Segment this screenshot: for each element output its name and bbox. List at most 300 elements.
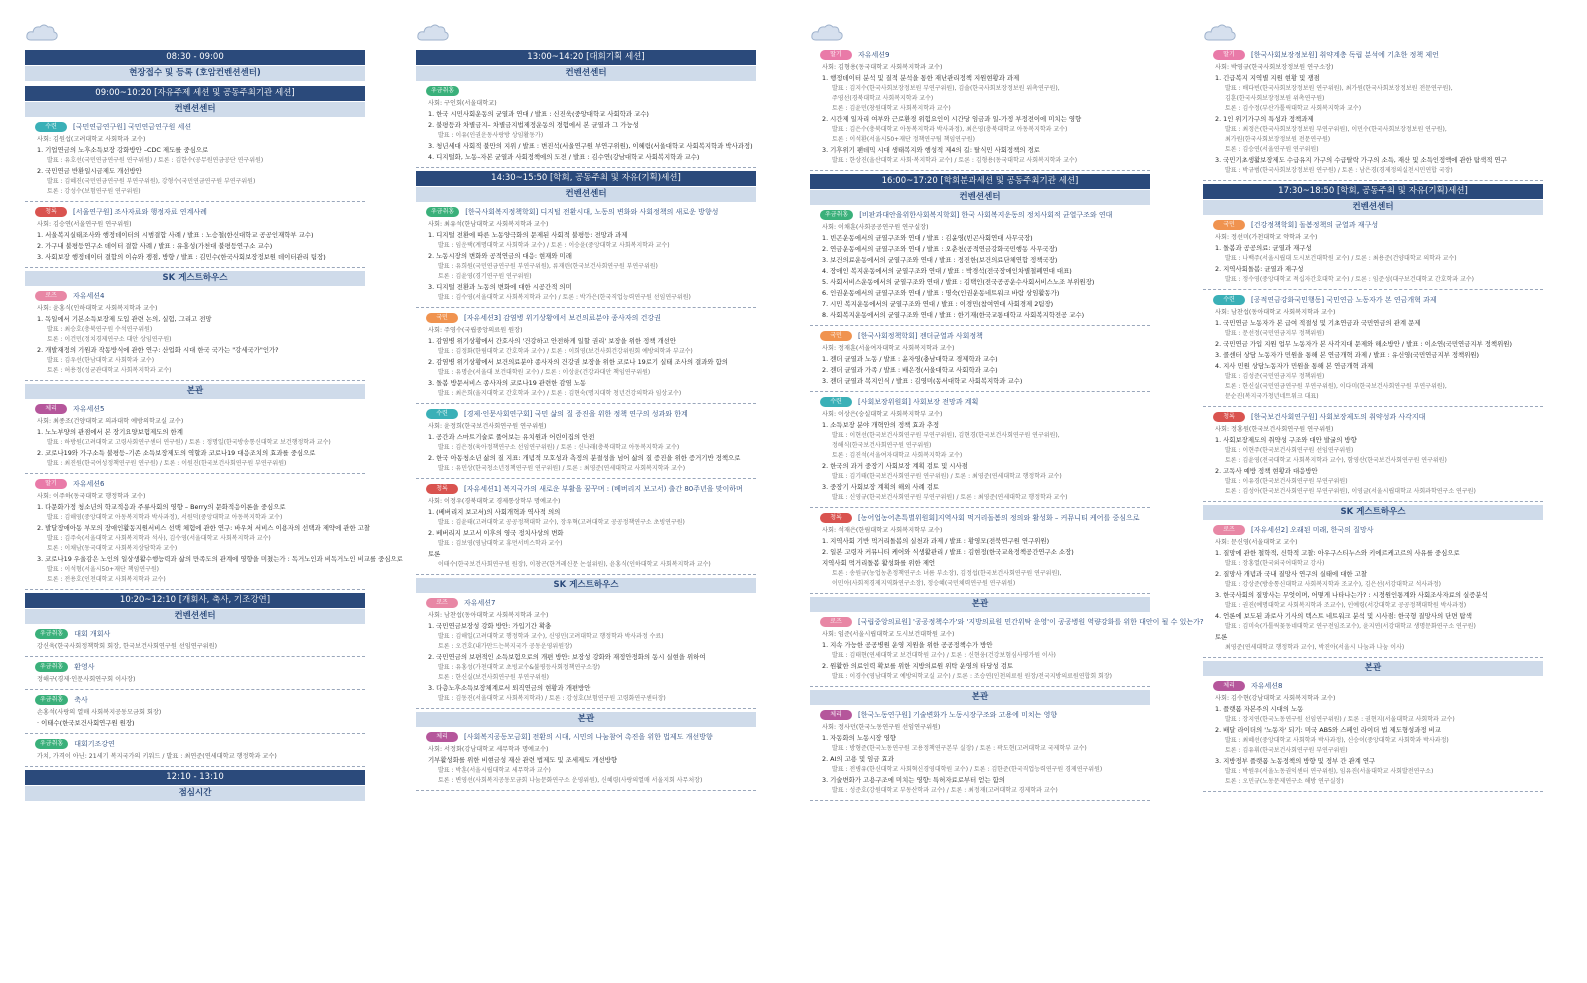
- presentation-detail: 발표 : 박규범(한국사회보장정보원 연구원) / 토론 : 남은경(경제정의실천시민연합 국장): [1225, 167, 1453, 174]
- presentation-title: 1. 지역사회 기반 먹거리돌봄의 실천과 과제 / 발표 : 황영모(전북연구원 연구위원): [822, 537, 1050, 545]
- presentation-title: 토론: [1215, 633, 1228, 641]
- presentation-detail: 김훈(한국사회보장정보원 위촉연구원): [1225, 95, 1325, 102]
- program-column-1: [25, 22, 403, 806]
- divider: [416, 790, 756, 791]
- presentation-title: 1. (베버리지 보고서)의 사회개혁과 역사적 의의: [428, 508, 561, 516]
- presentation-title: 1. 사회보장제도의 취약성 구조와 대안 발굴의 방향: [1215, 436, 1357, 444]
- presentation-detail: 발표 : 전병유(한신대학교 사회혁신경영대학원 교수) / 토론 : 김한준(한국직업능력연구원 경제연구위원): [832, 766, 1103, 773]
- presentation-detail: 토론 : 이건민(정치경제연구소 대안 상임연구원): [47, 336, 172, 343]
- session-chair: 사회: 이상은(숭실대학교 사회복지학부 교수): [822, 411, 943, 418]
- session-chair: 강신욱(한국사회정책학회 회장, 한국보건사회연구원 선임연구위원): [37, 643, 218, 650]
- time-slot-bar: 14:30~15:50 [학회, 공동주최 및 자유(기획)세션]: [416, 171, 756, 186]
- room-tag: 국민: [820, 331, 852, 341]
- presentation-detail: 발표 : 장지연(한국노동연구원 선임연구위원) / 토론 : 권현지(서울대학교 사회학과 교수): [1225, 716, 1455, 723]
- presentation-detail: 발표 : 김지수(한국사회보장정보원 부연구위원), 김솔(한국사회보장정보원 위촉연구원),: [832, 85, 1060, 92]
- session-title: 환영사: [74, 663, 95, 671]
- presentation-detail: 발표 : 김기태(한국보건사회연구원 연구위원) / 토론 : 최영준(연세대학교 행정학과 교수): [832, 473, 1062, 480]
- presentation-title: 2. 1인 위기가구의 특성과 정책과제: [1215, 115, 1314, 123]
- presentation-title: 1. 한국 시민사회운동의 균열과 연대 / 발표 : 신진욱(중앙대학교 사회학과 교수): [428, 110, 649, 118]
- session-title: 자유세션9: [858, 51, 890, 59]
- session-title: [서울연구원] 조사자료와 행정자료 연계사례: [73, 208, 207, 216]
- presentation-title: 2. 한국 아동청소년 삶의 질 지표: 개념적 모호성과 측정의 분절성을 넘어 삶의 질 증진을 위한 증거기반 정책으로: [428, 454, 741, 462]
- presentation-detail: 발표 : 박원우(서울노동권익센터 연구위원), 임유진(서울대학교 사회발전연구소): [1225, 768, 1434, 775]
- venue-heading: 컨벤션센터: [416, 187, 756, 202]
- presentation-detail: 발표 : 한상진(울산대학교 사회·복지학과 교수) / 토론 : 김형용(동국대학교 사회복지학과 교수): [832, 157, 1078, 164]
- session-title: [농어업농어촌특별위원회]지역사회 먹거리돌봄의 정의와 활성화 – 커뮤니티 케어를 중심으로: [858, 514, 1140, 522]
- divider: [25, 473, 365, 474]
- presentation-detail: 발표 : 김우선(한남대학교 사회학과 교수): [47, 357, 155, 364]
- session-header: [820, 210, 1150, 220]
- session-header: [820, 331, 1150, 341]
- presentation-detail: 토론 : 강성수(보험연구원 연구위원): [47, 188, 141, 195]
- presentation-title: 1. 소득보장 분야 개혁안의 정책 효과 추정: [822, 421, 940, 429]
- session-title: 자유세션4: [73, 292, 105, 300]
- session-block: [820, 50, 1150, 164]
- presentation-detail: 토론 : 김승연(서울연구원 연구위원): [1225, 146, 1319, 153]
- presentation-detail: 발표 : 김보영(영남대학교 휴먼서비스학과 교수): [438, 540, 563, 547]
- presentation-detail: 발표 : 이석형(서울시50+재단 책임연구원): [47, 566, 160, 573]
- divider: [416, 478, 756, 479]
- session-chair: 사회: 최유석(한남대학교 사회복지학과 교수): [428, 221, 549, 228]
- session-title: [한국사회보장정보원] 취약계층 독립 분석에 기초한 정책 제언: [1251, 51, 1439, 59]
- session-header: [35, 662, 365, 672]
- venue-heading: 본관: [1203, 661, 1543, 676]
- session-block: [35, 207, 365, 261]
- presentation-detail: 발표 : 김성준(국민연금지부 정책위원): [1225, 373, 1325, 380]
- room-tag: 로즈: [35, 291, 67, 301]
- session-block: [820, 710, 1150, 794]
- venue-heading: 컨벤션센터: [1203, 200, 1543, 215]
- divider: [810, 507, 1150, 508]
- presentation-title: 2. 코로나19와 가구소득 불평등–기존 소득보장제도의 역할과 코로나19 대응조치의 효과를 중심으로: [37, 449, 316, 457]
- presentation-detail: 발표 : 최정은(한국사회보장정보원 부연구위원), 이민수(한국사회보장정보원 연구원),: [1225, 126, 1447, 133]
- session-chair: 사회: 윤홍식(인하대학교 사회복지학과 교수): [37, 305, 158, 312]
- presentation-detail: 발표 : 하방원(고려대학교 고령사회연구센터 연구원) / 토론 : 정명일(한국방송통신대학교 보건행정학과 교수): [47, 439, 331, 446]
- session-chair: 사회: 정재훈(서울여자대학교 사회복지학과 교수): [822, 345, 955, 352]
- presentation-detail: 발표 : 김수영(서울대학교 사회복지학과 교수) / 토론 : 박가은(한국직업능력연구원 선임연구위원): [438, 294, 691, 301]
- session-chair: 사회: 박영규(한국사회보장정보원 연구소장): [1215, 64, 1334, 71]
- presentation-detail: 발표 : 김태현(연세대학교 보건대학원 교수) / 토론 : 신현웅(건강보험심사평가원 이사): [832, 652, 1056, 659]
- cloud-icon: [25, 22, 59, 42]
- session-chair: 사회: 김형용(동국대학교 사회복지학과 교수): [822, 64, 943, 71]
- presentation-detail: 문순진(복지국가청년네트워크 대표): [1225, 393, 1319, 400]
- session-title: [비판과대안을위한사회복지학회] 한국 사회복지운동의 정치사회적 균열구조와 연대: [859, 211, 1113, 219]
- session-title: [국립중앙의료원] '공공정책수가'와 '지방의료원 민간위탁 운영'이 공공병원 역량강화를 위한 대안이 될 수 있는가?: [858, 618, 1204, 626]
- session-block: [820, 617, 1204, 680]
- room-tag: 수련: [35, 122, 67, 132]
- divider: [810, 170, 1150, 171]
- presentation-title: 1. 국민연금 노동자가 본 급여 적절성 및 기초연금과 국민연금의 관계 문제: [1215, 319, 1421, 327]
- divider: [416, 574, 756, 575]
- session-header: [35, 291, 365, 301]
- presentation-detail: 최가원(한국사회보장정보원 전문연구원): [1225, 136, 1331, 143]
- venue-heading: 본관: [416, 712, 756, 727]
- presentation-detail: 토론 : 오건호(내가만드는복지국가 공동운영위원장): [438, 643, 573, 650]
- divider: [810, 800, 1150, 801]
- session-header: [35, 629, 365, 639]
- session-header: [35, 739, 365, 749]
- cloud-icon: [416, 22, 450, 42]
- presentation-title: 토론: [428, 550, 441, 558]
- divider: [1203, 501, 1543, 502]
- venue-heading: 컨벤션센터: [25, 102, 365, 117]
- presentation-title: 2. 감염병 위기상황에서 보건의료분야 종사자의 건강권 보장을 위한 코로나 19로기 실태 조사의 결과와 함의: [428, 358, 728, 366]
- presentation-title: 1. 서울복지실태조사와 행정데이터의 시범결합 사례 / 발표 : 노승철(한신대학교 공공인재학부 교수): [37, 231, 314, 239]
- session-block: [1213, 681, 1543, 785]
- presentation-detail: 발표 : 최승호(충북연구원 수석연구위원): [47, 326, 153, 333]
- presentation-title: 3. 코로나19 우울감은 노인의 일상생활수행능력과 삶의 만족도의 관계에 영향을 미쳤는가 : 독거노인과 비독거노인 비교를 중심으로: [37, 555, 403, 563]
- presentation-title: 3. 청년세대 사회적 불만의 지위 / 발표 : 변진석(서울연구원 부연구위원), 이혜림(서울대학교 사회복지학과 박사과정): [428, 142, 753, 150]
- divider: [25, 689, 365, 690]
- presentation-detail: 발표 : 김은수(충북대학교 아동복지학과 박사과정), 최은영(충북대학교 아동복지학과 교수): [832, 126, 1068, 133]
- room-tag: 로즈: [820, 617, 852, 627]
- session-block: [35, 404, 365, 467]
- room-tag: 우금취홍: [426, 86, 459, 96]
- session-title: [국민연금연구원] 국민연금연구원 세션: [73, 123, 192, 131]
- presentation-title: 5. 사회서비스운동에서의 균열구조와 연대 / 발표 : 김택인(전국공공운수사회서비스노조 부위원장): [822, 278, 1095, 286]
- presentation-title: 4. 지사 민원 상담노동자가 민원을 통해 본 연금개혁 과제: [1215, 362, 1374, 370]
- presentation-title: 2. 일본 고령자 커뮤니티 케어와 식생활관리 / 발표 : 김현정(한국교육정책공간연구소 소장): [822, 548, 1074, 556]
- session-block: [35, 662, 365, 683]
- presentation-detail: 발표 : 최혜선(중앙대학교 사회학과 박사과정), 신승이(중앙대학교 사회학과 박사과정): [1225, 737, 1449, 744]
- session-title: 축사: [74, 696, 88, 704]
- presentation-detail: 토론 : 한신실(보건사회연구원 부연구위원): [438, 674, 549, 681]
- presentation-title: 3. 중장기 사회보장 계획의 해외 사례 검토: [822, 483, 940, 491]
- session-block: [820, 397, 1150, 501]
- presentation-detail: 발표 : 김윤태(고려대학교 공공정책대학 교수), 장우혁(고려대학교 공공정책연구소 초빙연구원): [438, 519, 685, 526]
- session-chair: 사회: 이채훈(사회공공연구원 연구실장): [822, 224, 929, 231]
- session-chair: 사회: 정사던(한국노동연구원 선임연구위원): [822, 724, 941, 731]
- session-chair: 사회: 이정우(경북대학교 경제통상학부 명예교수): [428, 498, 561, 505]
- divider: [1203, 406, 1543, 407]
- divider: [416, 167, 756, 168]
- session-chair: 사회: 정선미(가천대학교 약학과 교수): [1215, 234, 1318, 241]
- presentation-title: 1. 디지털 전환에 따른 노동양극화의 문제된 사회적 불평등: 전망과 과제: [428, 231, 628, 239]
- presentation-title: 3. 콜센터 상담 노동자가 민원을 통해 본 연금개혁 과제 / 발표 : 유신영(국민연금지부 정책위원): [1215, 351, 1480, 359]
- venue-heading: SK 게스트하우스: [1203, 505, 1543, 520]
- presentation-detail: 주영선(경북대학교 사회복지학과 교수): [832, 95, 934, 102]
- presentation-title: 2. 베버리지 보고서 이후의 영국 정치사상의 변화: [428, 529, 564, 537]
- divider: [25, 201, 365, 202]
- divider: [1203, 791, 1543, 792]
- session-block: [426, 598, 756, 702]
- room-tag: 청록: [820, 513, 852, 523]
- presentation-title: 지역사회 먹거리돌봄 활성화를 위한 제언: [822, 559, 936, 567]
- session-chair: 사회: 남찬섭(동아대학교 사회복지학과 교수): [1215, 309, 1336, 316]
- presentation-detail: 발표 : 문선정(국민연금지부 정책위원): [1225, 330, 1325, 337]
- presentation-title: 3. 사회보장 행정데이터 결합의 이슈와 쟁점, 방향 / 발표 : 김민수(한국사회보장정보원 데이터관리 팀장): [37, 253, 326, 261]
- presentation-detail: 발표 : 김미숙(가톨릭꽃동네대학교 연구전임조교수), 윤지연(서강대학교 생명문화연구소 연구원): [1225, 623, 1476, 630]
- room-tag: 국민: [1213, 220, 1245, 230]
- program-column-3: [810, 22, 1204, 804]
- session-header: [820, 397, 1150, 407]
- divider: [25, 267, 365, 268]
- divider: [1203, 180, 1543, 181]
- presentation-title: 3. 젠더 균열과 복지인식 / 발표 : 김영미(동서대학교 사회복지학과 교수): [822, 377, 1023, 385]
- presentation-title: 1. 독일에서 기본소득보장제 도입 관련 논의, 실험, 그리고 전망: [37, 315, 212, 323]
- divider: [810, 325, 1150, 326]
- session-block: [35, 122, 365, 195]
- room-tag: 청록: [1213, 412, 1245, 422]
- room-tag: 체리: [426, 732, 458, 742]
- session-chair: 사회: 정홍원(한국보건사회연구원 연구위원): [1215, 426, 1334, 433]
- presentation-detail: 발표 : 장홍열(한국외국어대학교 강사): [1225, 560, 1325, 567]
- presentation-title: 1. 빈곤운동에서의 균열구조와 연대 / 발표 : 김윤영(빈곤사회연대 사무국장): [822, 234, 1033, 242]
- session-title: 자유세션5: [73, 405, 105, 413]
- session-block: [820, 513, 1150, 587]
- presentation-detail: 토론 : 김유휘(한국보건사회연구원 부연구위원): [1225, 747, 1348, 754]
- presentation-title: 1. 국민연금보장성 강화 방안: 가입기간 확충: [428, 622, 552, 630]
- time-slot-bar: 13:00~14:20 [대회기획 세션]: [416, 50, 756, 65]
- presentation-title: 1. 긴급복지 지역별 지원 현황 및 쟁점: [1215, 74, 1320, 82]
- session-chair: 사회: 서정화(강남대학교 세무학과 명예교수): [428, 746, 549, 753]
- program-column-2: [416, 22, 756, 794]
- presentation-title: 1. 노노부양의 관점에서 본 장기요양보험제도의 한계: [37, 428, 183, 436]
- presentation-detail: 발표 : 김정화(한림대학교 간호학과 교수) / 토론 : 이희영(보건사회건강위원회 예방의학과 부교수): [438, 348, 693, 355]
- presentation-title: 1. 기업연금의 노후소득보장 강화방안 –CDC 제도를 중심으로: [37, 146, 209, 154]
- session-header: [1213, 412, 1543, 422]
- divider: [25, 656, 365, 657]
- session-chair: 사회: 윤정희(한국보건사회연구원 연구위원): [428, 423, 547, 430]
- session-chair: 사회: 김승연(서울연구원 연구위원): [37, 221, 132, 228]
- presentation-title: 1. 젠더 균열과 노동 / 발표 : 윤자영(충남대학교 경제학과 교수): [822, 355, 998, 363]
- presentation-title: 2. 배달 라이더의 '노동자' 되기: 미국 AB5와 스페인 라이더 법 제도형성과정 비교: [1215, 726, 1441, 734]
- presentation-detail: 정해식(한국보건사회연구원 연구위원): [832, 442, 932, 449]
- presentation-detail: 토론 : 김윤영(전국대학교 사회복지학과 교수), 함영산(한국보건사회연구원 연구위원): [1225, 457, 1447, 464]
- presentation-title: 기부활성화를 위한 비현금성 재산 관련 법제도 및 조세제도 개선방향: [428, 756, 618, 764]
- session-title: 자유세션7: [464, 599, 496, 607]
- session-title: [자유세션2] 오래된 미래, 한국의 질망사: [1251, 526, 1374, 534]
- session-chair: 사회: 임준(서울시립대학교 도시보건대학원 교수): [822, 631, 955, 638]
- presentation-detail: 발표 : 성준호(강원대학교 부동산학과 교수) / 토론 : 최정재(고려대학교 경제학과 교수): [832, 787, 1058, 794]
- divider: [1203, 657, 1543, 658]
- presentation-title: 1. 다문화가정 청소년의 학교적응과 주류사회의 영향 – Berry의 문화적응이론을 중심으로: [37, 503, 286, 511]
- session-block: [35, 291, 365, 374]
- presentation-detail: 발표 : 유명순(서울대 보건대학원 교수) / 토론 : 이상윤(건강과대안 책임연구위원): [438, 369, 651, 376]
- presentation-title: 2. 지역사회돌봄: 균열과 재구성: [1215, 265, 1304, 273]
- divider: [25, 733, 365, 734]
- presentation-title: 1. 자동화의 노동시장 영향: [822, 734, 896, 742]
- session-title: [한국노동연구원] 기술변화가 노동시장구조와 고용에 미치는 영향: [858, 711, 1058, 719]
- presentation-detail: 발표 : 이현선(한국보건사회연구원 부연구위원), 김현경(한국보건사회연구원 연구위원),: [832, 432, 1060, 439]
- presentation-detail: 토론 : 김윤민(창원대학교 사회복지학과 교수): [832, 105, 951, 112]
- session-header: [1213, 295, 1543, 305]
- room-tag: 체리: [820, 710, 852, 720]
- session-block: [426, 484, 756, 568]
- presentation-title: 1. 플랫폼 자본주의 시대의 노동: [1215, 705, 1304, 713]
- presentation-title: 1. 돌봄과 공공의료: 균열과 재구성: [1215, 244, 1312, 252]
- presentation-detail: 발표 : 이현주(한국보건사회연구원 선임연구위원): [1225, 447, 1354, 454]
- session-chair: 사회: 문신영(서울대학교 교수): [1215, 539, 1298, 546]
- presentation-title: 2. 가구내 불평등연구소 데이터 결합 사례 / 발표 : 유홍성(가천대 불평등연구소 교수): [37, 242, 273, 250]
- session-block: [426, 732, 756, 784]
- presentation-title: 3. 국민기초생활보장제도 수급유지 가구의 수급탈락 가구의 소득, 재산 및 소득인정액에 관한 탐색적 연구: [1215, 156, 1507, 164]
- presentation-detail: 토론 : 한신실(국민연금연구원 부연구위원), 이다미(한국보건사회연구원 부연구위원),: [1225, 383, 1447, 390]
- session-chair: 손홍석(사랑의 열매 사회복지공동모금회 회장): [37, 709, 162, 716]
- session-title: [자유세션1] 복지국가의 새로운 부활을 꿈꾸며 : (베버리지 보고서) 출간 80주년을 맞이하며: [464, 485, 743, 493]
- presentation-detail: 발표 : 유호선(국민연금연구원 연구위원) / 토론 : 김한수(공무원연금공단 연구위원): [47, 157, 264, 164]
- venue-heading: 컨벤션센터: [810, 190, 1150, 205]
- presentation-title: 4. 언론에 보도된 과로사 기사의 텍스트 네트워크 분석 및 시사점: 한국형 질망사의 단면 탐색: [1215, 612, 1472, 620]
- session-block: [1213, 412, 1543, 495]
- presentation-title: 8. 사회복지운동에서의 균열구조와 연대 / 발표 : 한기재(한국교통대학교 사회복지학전공 교수): [822, 311, 1085, 319]
- room-tag: 수련: [426, 409, 458, 419]
- presentation-title: 2. 불평등과 차별금지– 차별금지법제정운동의 경험에서 본 균열과 그 가능성: [428, 121, 639, 129]
- session-title: [사회복지공동모금회] 전환의 시대, 시민의 나눔참여 촉진을 위한 법제도 개선방향: [464, 733, 713, 741]
- session-header: [1213, 681, 1543, 691]
- presentation-detail: 발표 : 최은희(울지대학교 간호학과 교수) / 토론 : 김현숙(명지대학 청년건강의학과 임상교수): [438, 390, 682, 397]
- room-tag: 딸기: [820, 50, 852, 60]
- presentation-detail: 발표 : 신영규(한국보건사회연구원 부연구위원) / 토론 : 최영준(연세대학교 행정학과 교수): [832, 494, 1068, 501]
- session-title: [자유세션3] 감염병 위기상황에서 보건의료분야 종사자의 건강권: [464, 314, 661, 322]
- session-block: [35, 695, 365, 727]
- session-block: [1213, 525, 1543, 651]
- session-header: [1213, 220, 1543, 230]
- time-slot-bar: 16:00~17:20 [학회분과세션 및 공동주최기관 세션]: [810, 174, 1150, 189]
- divider: [810, 593, 1150, 594]
- session-title: [사회보장위원회] 사회보장 전망과 계획: [858, 398, 979, 406]
- presentation-title: 1. 질망에 관한 철학적, 신학적 고찰: 아우구스티누스와 키에르케고르의 사유를 중심으로: [1215, 549, 1460, 557]
- presentation-detail: 발표 : 유민상(한국청소년정책연구원 연구위원) / 토론 : 최영준(연세대학교 사회복지학과 교수): [438, 465, 686, 472]
- presentation-detail: 발표 : 김해일(고려대학교 행정학과 교수), 신영민(고려대학교 행정학과 박사과정 수료): [438, 633, 664, 640]
- session-header: [1213, 525, 1543, 535]
- presentation-title: 2. AI의 고용 및 임금 효과: [822, 755, 894, 763]
- divider: [1203, 289, 1543, 290]
- room-tag: 수련: [820, 397, 852, 407]
- presentation-detail: 발표 : 배다빈(한국사회보장정보원 연구위원), 최가원(한국사회보장정보원 전문연구원),: [1225, 85, 1453, 92]
- presentation-detail: 이민아(사회적경제지역화연구소장), 정승혜(국민체력연구원 연구위원): [832, 580, 1016, 587]
- divider: [416, 708, 756, 709]
- venue-heading: 점심시간: [25, 786, 365, 801]
- presentation-title: 2. 한국의 과거 중장기 사회보장 계획 검토 및 시사점: [822, 462, 968, 470]
- presentation-detail: 발표 : 박훈(서울시립대학교 세무학과 교수): [438, 767, 551, 774]
- presentation-detail: 최영준(연세대학교 행정학과 교수), 박진아(서울시 나눔과 나눔 이사): [1225, 644, 1405, 651]
- room-tag: 우금취홍: [35, 739, 68, 749]
- presentation-title: 2. 국민연금 가입 지원 업무 노동자가 본 사각지대 문제와 해소방안 / 발표 : 이소연(국민연금지부 정책위원): [1215, 340, 1512, 348]
- presentation-detail: 발표 : 김동진(서울대학교 사회복지학과) / 토론 : 강성호(보험연구원 고령화연구센터장): [438, 695, 666, 702]
- presentation-detail: 발표 : 이유경(한국보건사회연구원 부연구위원): [1225, 478, 1348, 485]
- session-header: [35, 122, 365, 132]
- session-header: [426, 484, 756, 494]
- time-slot-bar: 10:20~12:10 [개회사, 축사, 기조강연]: [25, 593, 365, 608]
- session-header: [1213, 50, 1543, 60]
- presentation-title: 2. 국민연금의 보편적인 소득보험으로의 개편 방안: 보장성 강화와 재정안정화의 동시 실현을 위하여: [428, 653, 706, 661]
- session-title: [한국보건사회연구원] 사회보장제도의 취약성과 사각지대: [1251, 413, 1426, 421]
- session-header: [426, 732, 756, 742]
- session-chair: 사회: 이주하(동국대학교 행정학과 교수): [37, 493, 146, 500]
- presentation-title: 3. 디지털 전환과 노동의 변화에 대한 시공간적 의미: [428, 283, 572, 291]
- session-header: [35, 479, 365, 489]
- room-tag: 딸기: [1213, 50, 1245, 60]
- cloud-icon: [1203, 22, 1237, 42]
- session-title: 대회 개회사: [74, 630, 111, 638]
- session-block: [35, 739, 365, 760]
- venue-heading: 컨벤션센터: [416, 66, 756, 81]
- presentation-detail: 토론 : 이석환(서울시50+재단 정책연구팀 책임연구원): [832, 136, 975, 143]
- presentation-title: 6. 인권운동에서의 균열구조와 연대 / 발표 : 명숙(인권운동네트워크 바람 상임활동가): [822, 289, 1060, 297]
- presentation-title: 3. 기후위기 팬데믹 시대 생태복지와 행성적 제4의 길: 탈식민 사회정책의 경로: [822, 146, 1040, 154]
- room-tag: 수련: [1213, 295, 1245, 305]
- presentation-detail: 발표 : 나백주(서울시립대 도시보건대학원 교수) / 토론 : 최용준(건양대학교 의학과 교수): [1225, 255, 1457, 262]
- presentation-title: 2. 원활한 의료인력 확보를 위한 지방의료원 위탁 운영의 타당성 검토: [822, 662, 1014, 670]
- session-title: 대회기조강연: [74, 740, 115, 748]
- session-header: [426, 598, 756, 608]
- presentation-detail: 토론 : 송원규(농업농촌정책연구소 녀름 부소장), 김정섭(한국보건사회연구원 연구위원),: [832, 570, 1062, 577]
- presentation-title: 2. 연금운동에서의 균열구조와 연대 / 발표 : 오춘천(공적연금강화국민행동 사무국장): [822, 245, 1058, 253]
- room-tag: 딸기: [35, 479, 67, 489]
- presentation-title: 3. 지방정부 플랫폼 노동정책의 방향 및 정부 간 관계 연구: [1215, 757, 1376, 765]
- venue-heading: 본관: [810, 597, 1150, 612]
- presentation-title: 2. 시간제 일자리 여부와 근로환경 위험요인이 시간당 임금과 일-가정 부정전이에 미치는 영향: [822, 115, 1082, 123]
- room-tag: 청록: [35, 207, 67, 217]
- room-tag: 체리: [35, 404, 67, 414]
- session-chair: 사회: 김원섭(고려대학교 사회학과 교수): [37, 136, 146, 143]
- session-title: 자유세션8: [1251, 682, 1283, 690]
- divider: [810, 686, 1150, 687]
- presentation-title: 2. 국민연금 반환일시금제도 개선방안: [37, 167, 142, 175]
- session-title: [한국사회정책학회] 젠더균열과 사회정책: [858, 332, 983, 340]
- program-column-4: [1203, 22, 1543, 795]
- time-slot-bar: 09:00~10:20 [자유주제 세션 및 공동주최기관 세션]: [25, 86, 365, 101]
- room-tag: 국민: [426, 313, 458, 323]
- venue-heading: 현장접수 및 등록 (호암컨벤션센터): [25, 66, 365, 81]
- presentation-title: 4. 디지털화, 노동–자본 균열과 사회정책에의 도전 / 발표 : 김수연(강남대학교 사회복지학과 교수): [428, 153, 700, 161]
- room-tag: 우금취홍: [35, 662, 68, 672]
- divider: [416, 307, 756, 308]
- session-header: [426, 409, 756, 419]
- presentation-detail: 토론 : 김수정(부산가톨릭대학교 사회복지학과 교수): [1225, 105, 1362, 112]
- session-block: [426, 409, 756, 472]
- presentation-title: 2. 고독사 예방 정책 현황과 대응방안: [1215, 467, 1318, 475]
- session-header: [35, 404, 365, 414]
- presentation-title: 2. 젠더 균열과 가족 / 발표 : 배은경(서울대학교 사회학과 교수): [822, 366, 998, 374]
- presentation-detail: 토론 : 이채남(동국대학교 사회복지상담학과 교수): [47, 545, 178, 552]
- presentation-title: 1. 지속 가능한 공공병원 운영 지원을 위한 공공정책수가 방안: [822, 641, 993, 649]
- session-header: [820, 617, 1204, 627]
- session-header: [820, 513, 1150, 523]
- presentation-detail: 발표 : 방형준(한국노동연구원 고용정책연구본부 실장) / 토론 : 곽도현(고려대학교 국제학부 교수): [832, 745, 1087, 752]
- session-header: [426, 313, 756, 323]
- session-block: [35, 479, 403, 583]
- session-header: [426, 207, 756, 217]
- room-tag: 체리: [1213, 681, 1245, 691]
- presentation-title: 2. 노동시장의 변화와 공적연금의 대응: 현재와 미래: [428, 252, 572, 260]
- session-block: [820, 331, 1150, 385]
- presentation-detail: 발표 : 임운택(계명대학교 사회학과 교수) / 토론 : 이승윤(중앙대학교 사회복지학과 교수): [438, 242, 670, 249]
- room-tag: 로즈: [426, 598, 458, 608]
- presentation-title: 7. 시민 복지운동에서의 균열구조와 연대 / 발표 : 이경민(참여연대 사회경제 2팀장): [822, 300, 1054, 308]
- presentation-title: 1. 행정데이터 분석 및 질적 분석을 통한 재난관리정책 지원현황과 과제: [822, 74, 1020, 82]
- presentation-detail: 발표 : 김혜진(국민연금연구원 부연구위원), 강형수(국민연금연구원 부연구위원): [47, 178, 256, 185]
- presentation-title: 2. 질망사 개념과 국내 질망사 연구의 실태에 대한 고찰: [1215, 570, 1367, 578]
- presentation-detail: 발표 : 유희원(국민연금연구원 부연구위원), 류재린(한국보건사회연구원 부연구위원): [438, 263, 658, 270]
- presentation-detail: 토론 : 허용정(성균관대학교 사회복지학과 교수): [47, 367, 172, 374]
- presentation-detail: 발표 : 이경수(영남대학교 예방의학교실 교수) / 토론 : 조승연(인천의료원 원장/전국지방의료원연합회 회장): [832, 673, 1112, 680]
- presentation-title: 4. 장애인 복지운동에서의 균열구조와 연대 / 발표 : 박경석(전국장애인차별철폐연대 대표): [822, 267, 1072, 275]
- presentation-detail: 발표 : 김은정(육아정책연구소 선임연구위원) / 토론 : 신나래(충북대학교 아동복지학과 교수): [438, 444, 680, 451]
- presentation-detail: 토론 : 김윤영(경기연구원 연구위원): [438, 273, 532, 280]
- session-chair: 사회: 최종조(건양대학교 의과대학 예방의학교실 교수): [37, 418, 184, 425]
- presentation-title: 2. 개발재정의 기원과 작동방식에 관한 연구: 산업화 시대 한국 국가는 "강세국가"인가?: [37, 346, 279, 354]
- presentation-detail: 토론 : 변영선(사회복지공동모금회 나눔문화연구소 운영위원), 신혜령(사랑의열매 서울지회 사무처장): [438, 777, 703, 784]
- time-slot-bar: 12:10 - 13:10: [25, 770, 365, 785]
- session-chair: 사회: 주영수(국립중앙의료원 원장): [428, 327, 523, 334]
- presentation-detail: 토론 : 오민규(노동문제연구소 해방 연구실장): [1225, 778, 1344, 785]
- presentation-detail: 토론 : 김성아(한국보건사회연구원 부연구위원), 이영글(서울시립대학교 사회과학연구소 연구원): [1225, 488, 1476, 495]
- session-header: [820, 50, 1150, 60]
- room-tag: 우금취홍: [35, 695, 68, 705]
- room-tag: 우금취홍: [426, 207, 459, 217]
